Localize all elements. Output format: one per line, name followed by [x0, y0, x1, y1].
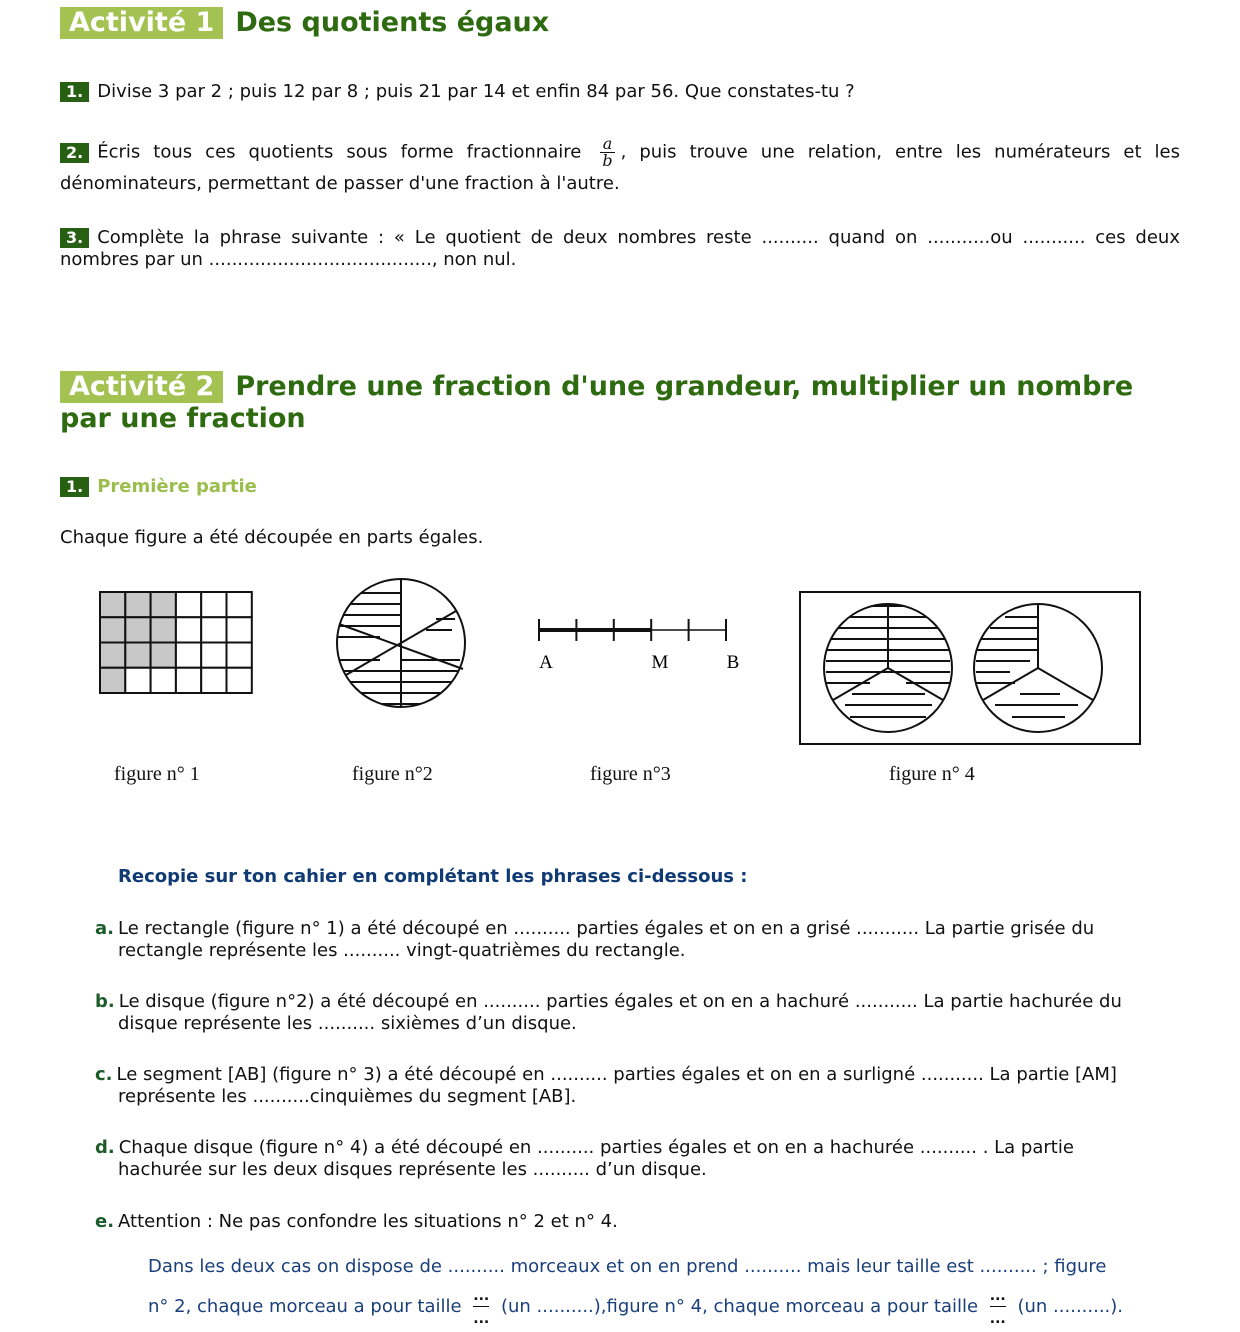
activity2-title: Prendre une fraction d'une grandeur, multiplier un nombre par une fraction — [60, 371, 1134, 434]
question-text: Complète la phrase suivante : « Le quotient de deux nombres reste .......... quand on ...........ou ........... ces deux nombres par un ......................................., non nul. — [60, 227, 1180, 270]
item-a — [95, 918, 1178, 962]
question-text: Divise 3 par 2 ; puis 12 par 8 ; puis 21 par 14 et enfin 84 par 56. Que constates-tu ? — [97, 81, 855, 102]
activity1-question-3 — [60, 227, 1180, 271]
item-line-2: représente les ..........cinquièmes du segment [AB]. — [118, 1086, 577, 1107]
part-number-badge: 1. — [60, 477, 89, 497]
fraction-denominator: b — [602, 151, 613, 170]
item-label: d. — [95, 1137, 115, 1158]
item-line-2: hachurée sur les deux disques représente les .......... d’un disque. — [118, 1159, 707, 1180]
figures-intro: Chaque figure a été découpée en parts égales. — [60, 527, 484, 548]
figure-2-caption: figure n°2 — [352, 763, 433, 785]
note-text-c: (un ..........). — [1017, 1296, 1124, 1317]
note-line-2 — [148, 1287, 1181, 1327]
grid-cell — [227, 617, 252, 642]
blank-denominator: ... — [989, 1310, 1006, 1327]
grid-cell-shaded — [100, 668, 125, 693]
activity1-question-2 — [60, 136, 1180, 199]
item-label: b. — [95, 991, 115, 1012]
item-d — [95, 1137, 1180, 1181]
grid-cell — [176, 617, 201, 642]
item-label: a. — [95, 918, 114, 939]
question-text-before: Écris tous ces quotients sous forme fractionnaire — [97, 141, 582, 163]
figure-1-caption: figure n° 1 — [114, 763, 200, 785]
grid-cell-shaded — [125, 617, 150, 642]
grid-cell — [176, 592, 201, 617]
note-text-b: (un ..........),figure n° 4, chaque morceau a pour taille — [501, 1296, 979, 1317]
grid-cell — [227, 668, 252, 693]
figure-1-grid — [100, 592, 252, 693]
grid-cell — [176, 643, 201, 668]
figure-4-caption: figure n° 4 — [889, 763, 975, 785]
segment-label-a: A — [539, 652, 553, 673]
question-number-badge: 1. — [60, 82, 89, 102]
blank-fraction-2 — [989, 1287, 1006, 1327]
segment-label-m: M — [651, 652, 669, 673]
note-text-a: n° 2, chaque morceau a pour taille — [148, 1296, 462, 1317]
figure-3-segment — [539, 619, 726, 641]
item-e — [95, 1211, 1180, 1233]
figure-2-disc — [336, 579, 465, 707]
grid-cell — [201, 592, 226, 617]
grid-cell-shaded — [100, 592, 125, 617]
grid-cell — [227, 592, 252, 617]
item-line-1: Le disque (figure n°2) a été découpé en .......... parties égales et on en a hachuré ........... La partie hachurée du — [118, 991, 1122, 1012]
activity1-question-1 — [60, 81, 1180, 103]
question-text-after: , puis trouve une relation, entre les numérateurs et les dénominateurs, permettant de passer d'une fraction à l'autre. — [60, 141, 1180, 194]
grid-cell — [151, 668, 176, 693]
grid-cell-shaded — [151, 643, 176, 668]
item-c — [95, 1064, 1180, 1108]
instruction-heading: Recopie sur ton cahier en complétant les phrases ci-dessous : — [118, 866, 748, 887]
question-number-badge: 3. — [60, 228, 89, 248]
blank-numerator: ... — [473, 1290, 489, 1307]
grid-cell-shaded — [125, 592, 150, 617]
note-line-1: Dans les deux cas on dispose de .......... morceaux et on en prend .......... mais leur taille est .......... ; figure — [148, 1256, 1107, 1277]
fraction-numerator: a — [600, 136, 614, 153]
item-line-1: Le rectangle (figure n° 1) a été découpé en .......... parties égales et on en a grisé ........... La partie grisée du — [117, 918, 1095, 939]
figure-3-caption: figure n°3 — [590, 763, 671, 785]
grid-cell — [201, 643, 226, 668]
blank-denominator: ... — [473, 1310, 490, 1327]
segment-label-b: B — [726, 652, 740, 673]
attention-note — [148, 1247, 1181, 1327]
activity1-badge: Activité 1 — [60, 7, 223, 39]
item-line-1: Le segment [AB] (figure n° 3) a été découpé en .......... parties égales et on en a surligné ........... La partie [AM] — [116, 1064, 1117, 1085]
question-number-badge: 2. — [60, 143, 89, 163]
figures-area — [0, 560, 1240, 760]
activity2-heading — [60, 371, 1180, 435]
grid-cell — [125, 668, 150, 693]
item-line-2: disque représente les .......... sixièmes d’un disque. — [118, 1013, 577, 1034]
grid-cell-shaded — [100, 617, 125, 642]
grid-cell — [201, 668, 226, 693]
blank-fraction-1 — [473, 1287, 490, 1327]
part-label: Première partie — [97, 476, 257, 497]
grid-cell-shaded — [100, 643, 125, 668]
grid-cell-shaded — [151, 617, 176, 642]
activity1-heading — [60, 7, 549, 39]
figure-4-discs — [800, 592, 1140, 744]
item-line-1: Attention : Ne pas confondre les situations n° 2 et n° 4. — [118, 1211, 618, 1232]
item-b — [95, 991, 1178, 1035]
grid-cell — [176, 668, 201, 693]
item-line-1: Chaque disque (figure n° 4) a été découpé en .......... parties égales et on en a hachurée .......... . La partie — [118, 1137, 1074, 1158]
item-label: e. — [95, 1211, 115, 1232]
item-label: c. — [95, 1064, 113, 1085]
grid-cell-shaded — [151, 592, 176, 617]
item-line-2: rectangle représente les .......... vingt-quatrièmes du rectangle. — [118, 940, 686, 961]
blank-numerator: ... — [990, 1290, 1006, 1307]
figure-4-disc-2-hatching — [976, 617, 1078, 717]
fraction-a-over-b — [600, 136, 614, 169]
grid-cell — [201, 617, 226, 642]
part1-heading — [60, 476, 257, 497]
grid-cell — [227, 643, 252, 668]
activity1-title: Des quotients égaux — [235, 7, 550, 38]
grid-cell-shaded — [125, 643, 150, 668]
activity2-badge: Activité 2 — [60, 371, 223, 403]
